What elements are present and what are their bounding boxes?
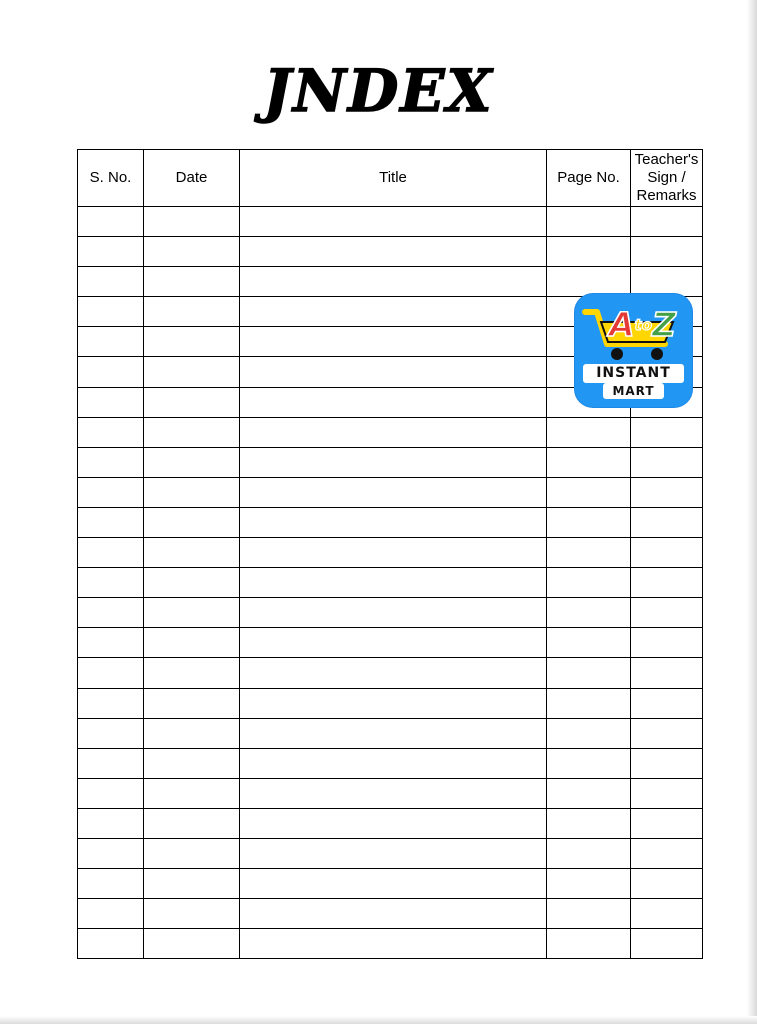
table-cell-page[interactable] bbox=[547, 507, 631, 537]
table-cell-date[interactable] bbox=[144, 568, 240, 598]
table-cell-title[interactable] bbox=[240, 417, 547, 447]
table-cell-title[interactable] bbox=[240, 237, 547, 267]
table-cell-sign[interactable] bbox=[631, 899, 703, 929]
table-cell-sno[interactable] bbox=[78, 267, 144, 297]
sticker-banner-mart: MART bbox=[603, 383, 664, 399]
table-row bbox=[78, 808, 703, 838]
table-cell-title[interactable] bbox=[240, 929, 547, 959]
table-cell-title[interactable] bbox=[240, 297, 547, 327]
table-cell-sign[interactable] bbox=[631, 447, 703, 477]
sticker-artwork bbox=[575, 294, 692, 407]
table-cell-page[interactable] bbox=[547, 477, 631, 507]
table-cell-date[interactable] bbox=[144, 718, 240, 748]
table-row bbox=[78, 538, 703, 568]
table-cell-date[interactable] bbox=[144, 929, 240, 959]
table-cell-page[interactable] bbox=[547, 718, 631, 748]
table-cell-sno[interactable] bbox=[78, 357, 144, 387]
table-cell-title[interactable] bbox=[240, 207, 547, 237]
table-cell-date[interactable] bbox=[144, 207, 240, 237]
table-cell-sign[interactable] bbox=[631, 688, 703, 718]
table-row bbox=[78, 869, 703, 899]
table-cell-sno[interactable] bbox=[78, 718, 144, 748]
table-cell-title[interactable] bbox=[240, 838, 547, 868]
table-cell-date[interactable] bbox=[144, 598, 240, 628]
table-cell-page[interactable] bbox=[547, 447, 631, 477]
table-cell-sign[interactable] bbox=[631, 417, 703, 447]
index-table bbox=[77, 149, 703, 959]
table-cell-date[interactable] bbox=[144, 507, 240, 537]
table-cell-title[interactable] bbox=[240, 568, 547, 598]
table-row bbox=[78, 417, 703, 447]
table-row bbox=[78, 477, 703, 507]
table-row bbox=[78, 778, 703, 808]
table-cell-page[interactable] bbox=[547, 838, 631, 868]
table-cell-sno[interactable] bbox=[78, 688, 144, 718]
table-cell-sno[interactable] bbox=[78, 447, 144, 477]
table-cell-sno[interactable] bbox=[78, 477, 144, 507]
table-cell-date[interactable] bbox=[144, 237, 240, 267]
table-header-row bbox=[78, 150, 703, 207]
column-header-serial-number: S. No. bbox=[78, 150, 144, 207]
table-cell-page[interactable] bbox=[547, 598, 631, 628]
table-cell-title[interactable] bbox=[240, 387, 547, 417]
table-cell-sign[interactable] bbox=[631, 778, 703, 808]
table-cell-date[interactable] bbox=[144, 327, 240, 357]
table-cell-date[interactable] bbox=[144, 688, 240, 718]
table-cell-page[interactable] bbox=[547, 869, 631, 899]
table-cell-date[interactable] bbox=[144, 417, 240, 447]
table-cell-date[interactable] bbox=[144, 658, 240, 688]
table-cell-sno[interactable] bbox=[78, 297, 144, 327]
column-header-title: Title bbox=[240, 150, 547, 207]
table-cell-title[interactable] bbox=[240, 267, 547, 297]
table-row bbox=[78, 507, 703, 537]
table-row bbox=[78, 899, 703, 929]
table-cell-page[interactable] bbox=[547, 658, 631, 688]
table-row bbox=[78, 658, 703, 688]
column-header-teachers-sign-remarks: Teacher's Sign / Remarks bbox=[631, 150, 703, 207]
table-cell-date[interactable] bbox=[144, 538, 240, 568]
table-cell-sno[interactable] bbox=[78, 538, 144, 568]
table-row bbox=[78, 628, 703, 658]
table-cell-date[interactable] bbox=[144, 357, 240, 387]
table-cell-sno[interactable] bbox=[78, 929, 144, 959]
table-cell-sno[interactable] bbox=[78, 808, 144, 838]
table-cell-date[interactable] bbox=[144, 808, 240, 838]
table-cell-title[interactable] bbox=[240, 869, 547, 899]
table-cell-sno[interactable] bbox=[78, 237, 144, 267]
table-cell-page[interactable] bbox=[547, 538, 631, 568]
table-cell-sign[interactable] bbox=[631, 568, 703, 598]
table-cell-sno[interactable] bbox=[78, 628, 144, 658]
table-cell-page[interactable] bbox=[547, 808, 631, 838]
table-cell-sign[interactable] bbox=[631, 718, 703, 748]
table-cell-sign[interactable] bbox=[631, 237, 703, 267]
table-cell-page[interactable] bbox=[547, 417, 631, 447]
table-cell-sign[interactable] bbox=[631, 267, 703, 297]
table-cell-title[interactable] bbox=[240, 808, 547, 838]
table-cell-sno[interactable] bbox=[78, 417, 144, 447]
table-cell-sign[interactable] bbox=[631, 838, 703, 868]
table-row bbox=[78, 267, 703, 297]
table-cell-title[interactable] bbox=[240, 899, 547, 929]
table-cell-date[interactable] bbox=[144, 778, 240, 808]
table-cell-title[interactable] bbox=[240, 718, 547, 748]
table-cell-title[interactable] bbox=[240, 357, 547, 387]
table-cell-sign[interactable] bbox=[631, 748, 703, 778]
page-edge-shadow-right bbox=[747, 0, 757, 1024]
table-cell-page[interactable] bbox=[547, 237, 631, 267]
page-edge-shadow-bottom bbox=[0, 1016, 757, 1024]
table-cell-sno[interactable] bbox=[78, 778, 144, 808]
table-cell-sno[interactable] bbox=[78, 748, 144, 778]
a-to-z-wordmark bbox=[609, 303, 681, 347]
table-cell-sign[interactable] bbox=[631, 507, 703, 537]
table-cell-page[interactable] bbox=[547, 899, 631, 929]
letter-a: A bbox=[609, 305, 635, 344]
table-cell-title[interactable] bbox=[240, 658, 547, 688]
table-cell-date[interactable] bbox=[144, 838, 240, 868]
table-cell-title[interactable] bbox=[240, 538, 547, 568]
table-cell-sno[interactable] bbox=[78, 568, 144, 598]
letter-to: to bbox=[634, 316, 653, 334]
table-cell-page[interactable] bbox=[547, 688, 631, 718]
table-cell-date[interactable] bbox=[144, 869, 240, 899]
table-cell-date[interactable] bbox=[144, 748, 240, 778]
table-cell-date[interactable] bbox=[144, 387, 240, 417]
table-row bbox=[78, 447, 703, 477]
table-cell-title[interactable] bbox=[240, 447, 547, 477]
table-cell-page[interactable] bbox=[547, 929, 631, 959]
table-cell-sno[interactable] bbox=[78, 838, 144, 868]
table-cell-sign[interactable] bbox=[631, 929, 703, 959]
table-row bbox=[78, 688, 703, 718]
table-cell-sign[interactable] bbox=[631, 538, 703, 568]
table-cell-sno[interactable] bbox=[78, 387, 144, 417]
table-cell-title[interactable] bbox=[240, 748, 547, 778]
table-cell-date[interactable] bbox=[144, 628, 240, 658]
table-cell-page[interactable] bbox=[547, 748, 631, 778]
table-cell-sign[interactable] bbox=[631, 869, 703, 899]
table-row bbox=[78, 568, 703, 598]
column-header-page-number: Page No. bbox=[547, 150, 631, 207]
column-header-date: Date bbox=[144, 150, 240, 207]
table-cell-page[interactable] bbox=[547, 568, 631, 598]
table-cell-page[interactable] bbox=[547, 267, 631, 297]
letter-z: Z bbox=[652, 305, 676, 344]
table-cell-sign[interactable] bbox=[631, 207, 703, 237]
table-cell-sign[interactable] bbox=[631, 808, 703, 838]
a-to-z-instant-mart-logo bbox=[575, 294, 692, 407]
table-cell-title[interactable] bbox=[240, 507, 547, 537]
table-cell-title[interactable] bbox=[240, 327, 547, 357]
table-cell-date[interactable] bbox=[144, 477, 240, 507]
table-cell-sign[interactable] bbox=[631, 658, 703, 688]
table-cell-sno[interactable] bbox=[78, 658, 144, 688]
table-cell-date[interactable] bbox=[144, 899, 240, 929]
table-cell-title[interactable] bbox=[240, 628, 547, 658]
table-cell-page[interactable] bbox=[547, 628, 631, 658]
table-row bbox=[78, 929, 703, 959]
table-cell-sno[interactable] bbox=[78, 507, 144, 537]
table-cell-page[interactable] bbox=[547, 207, 631, 237]
table-cell-page[interactable] bbox=[547, 778, 631, 808]
table-cell-sign[interactable] bbox=[631, 628, 703, 658]
table-cell-sno[interactable] bbox=[78, 207, 144, 237]
table-cell-date[interactable] bbox=[144, 447, 240, 477]
table-row bbox=[78, 838, 703, 868]
table-cell-title[interactable] bbox=[240, 598, 547, 628]
table-cell-sno[interactable] bbox=[78, 598, 144, 628]
table-cell-sno[interactable] bbox=[78, 327, 144, 357]
table-row bbox=[78, 207, 703, 237]
table-cell-date[interactable] bbox=[144, 297, 240, 327]
table-cell-sno[interactable] bbox=[78, 899, 144, 929]
table-row bbox=[78, 237, 703, 267]
table-cell-title[interactable] bbox=[240, 477, 547, 507]
table-cell-date[interactable] bbox=[144, 267, 240, 297]
table-row bbox=[78, 718, 703, 748]
table-cell-sign[interactable] bbox=[631, 477, 703, 507]
table-cell-sno[interactable] bbox=[78, 869, 144, 899]
table-row bbox=[78, 598, 703, 628]
page-title: JNDEX bbox=[263, 57, 494, 125]
index-table-header bbox=[78, 150, 703, 207]
table-row bbox=[78, 748, 703, 778]
table-cell-title[interactable] bbox=[240, 778, 547, 808]
table-cell-sign[interactable] bbox=[631, 598, 703, 628]
sticker-banner-instant: INSTANT bbox=[583, 364, 684, 383]
table-cell-title[interactable] bbox=[240, 688, 547, 718]
